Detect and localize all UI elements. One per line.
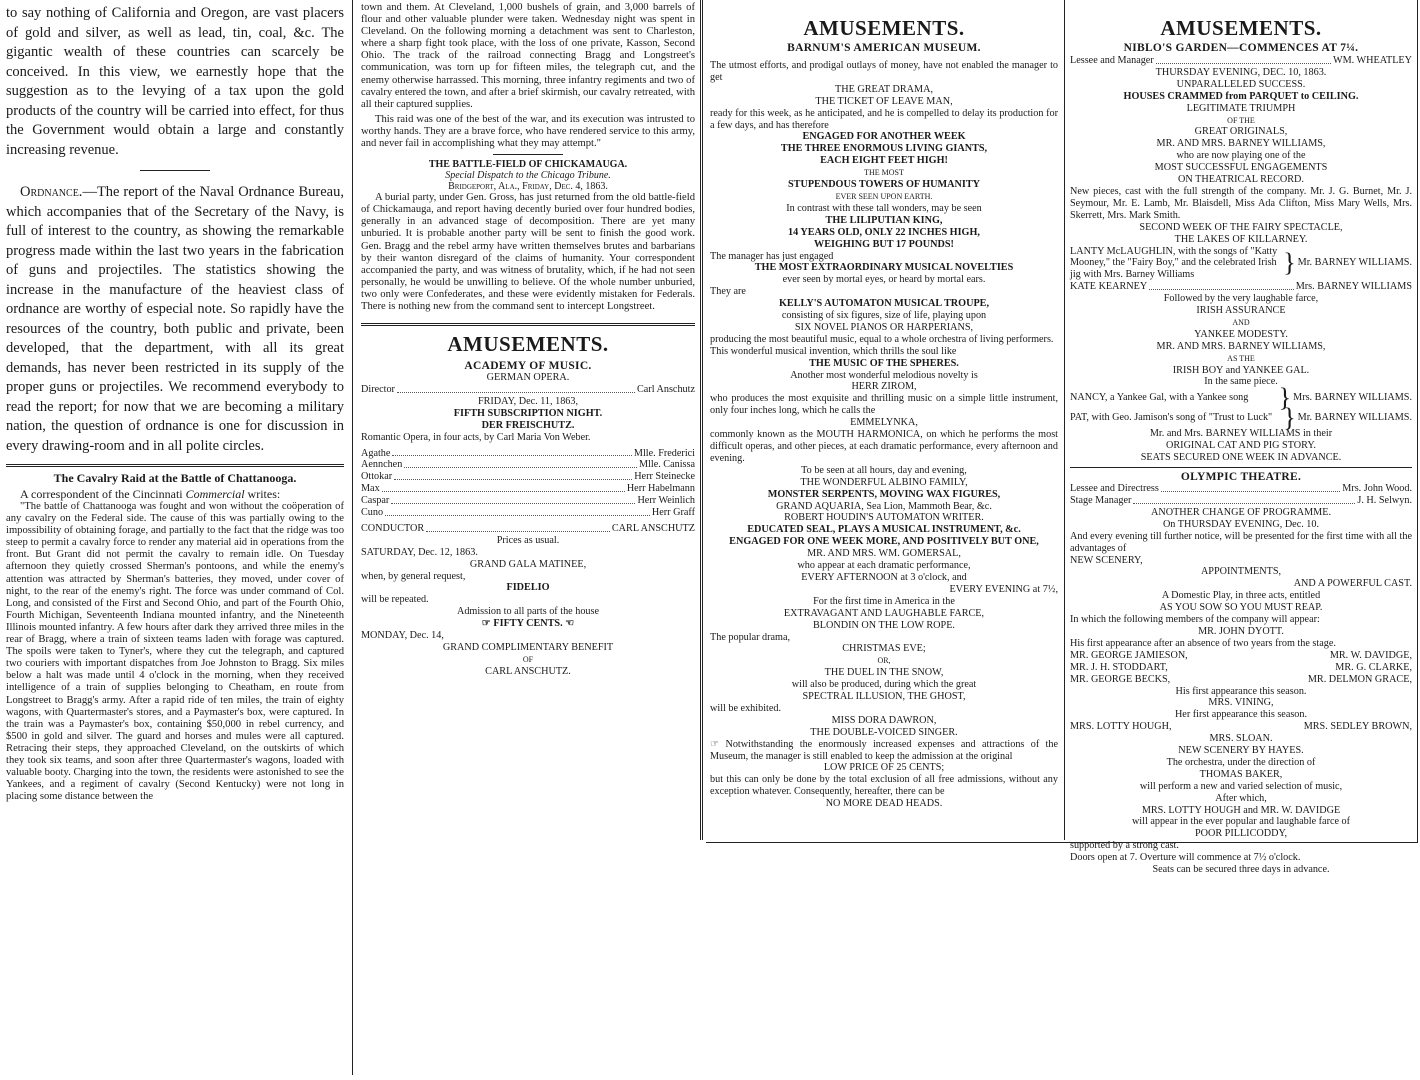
opera-description: Romantic Opera, in four acts, by Carl Maria Von Weber.	[361, 431, 591, 443]
barnum-title: BARNUM'S AMERICAN MUSEUM.	[787, 42, 981, 54]
cast-role: Aennchen	[361, 459, 403, 471]
cast-list	[361, 448, 695, 519]
ad-line: EXTRAVAGANT AND LAUGHABLE FARCE,	[783, 607, 985, 619]
kate-line	[1070, 281, 1412, 293]
cast-pair-right: MR. DELMON GRACE,	[1307, 673, 1412, 685]
ad-line: THE MOST EXTRAORDINARY MUSICAL NOVELTIES	[754, 262, 1014, 274]
battlefield-subhead: Special Dispatch to the Chicago Tribune.	[445, 170, 611, 182]
ad-line: To be seen at all hours, day and evening,	[801, 464, 967, 476]
benefit-name: CARL ANSCHUTZ.	[485, 665, 571, 677]
german-opera: GERMAN OPERA.	[486, 372, 570, 384]
ad-line: EDUCATED SEAL, PLAYS A MUSICAL INSTRUMENT, &c.	[747, 524, 1021, 536]
cast-row	[361, 448, 695, 460]
ad-line: but this can only be done by the total exclusion of all free admissions, without any exception whatever. Consequently, hereafter, there can be	[710, 774, 1058, 798]
ad-line: MISS DORA DAWRON,	[831, 714, 937, 726]
ad-line: LEGITIMATE TRIUMPH	[1186, 102, 1296, 114]
ad-line: THE GREAT DRAMA,	[834, 83, 933, 95]
ad-line: THE DUEL IN THE SNOW,	[824, 667, 944, 679]
niblo-lessee-label: Lessee and Manager	[1070, 55, 1154, 66]
fifty-cents: ☞ FIFTY CENTS. ☜	[481, 618, 575, 630]
ad-line: APPOINTMENTS,	[1200, 566, 1282, 578]
ad-line: SECOND WEEK OF THE FAIRY SPECTACLE,	[1139, 221, 1343, 233]
gala-matinee: GRAND GALA MATINEE,	[469, 558, 587, 570]
ad-line: ON THEATRICAL RECORD.	[1178, 174, 1304, 186]
ad-line: On THURSDAY EVENING, Dec. 10.	[1162, 518, 1320, 530]
ad-line: GRAND AQUARIA, Sea Lion, Mammoth Bear, &c.	[776, 500, 992, 512]
cast-pairs	[1070, 650, 1412, 686]
pair2-left: MRS. LOTTY HOUGH,	[1070, 721, 1172, 733]
kate-role: KATE KEARNEY	[1070, 281, 1148, 293]
ad-line: Another most wonderful melodious novelty is	[790, 369, 978, 381]
battlefield-dateline: Bridgeport, Ala., Friday, Dec. 4, 1863.	[448, 181, 608, 193]
ad-line: Seats can be secured three days in advance.	[1152, 864, 1330, 876]
ad-line: will be exhibited.	[710, 702, 782, 714]
cast-row	[361, 459, 695, 471]
ad-line: THOMAS BAKER,	[1199, 768, 1283, 780]
director-line	[361, 384, 695, 396]
ad-line: THE DOUBLE-VOICED SINGER.	[810, 726, 958, 738]
column-rule-2	[700, 0, 703, 840]
opera-title: DER FREISCHUTZ.	[481, 419, 575, 431]
lanty-line: LANTY McLAUGHLIN, with the songs of "Katty Mooney," the "Fairy Boy," and the celebrated Irish jig with Mrs. Barney Williams } Mr. BARNEY WILLIAMS.	[1070, 245, 1412, 281]
cavalry-continued-2: This raid was one of the best of the war, and its execution was intrusted to worthy hands. They are a brave force, who have rendered service to this army, and never fail in accomplishing what they may attempt."	[361, 113, 695, 150]
ad-line: MONSTER SERPENTS, MOVING WAX FIGURES,	[767, 488, 1001, 500]
ad-line: AS YOU SOW SO YOU MUST REAP.	[1159, 602, 1323, 614]
pat-actor: Mr. BARNEY WILLIAMS.	[1297, 412, 1412, 424]
general-request: when, by general request,	[361, 570, 466, 582]
ad-line: ENGAGED FOR ONE WEEK MORE, AND POSITIVELY BUT ONE,	[729, 536, 1039, 548]
ad-line: After which,	[1215, 792, 1267, 804]
olympic-title: OLYMPIC THEATRE.	[1180, 471, 1302, 484]
pat-role: PAT, with Geo. Jamison's song of "Trust to Luck"	[1070, 412, 1273, 424]
ad-line: EVERY AFTERNOON at 3 o'clock, and	[801, 571, 967, 583]
admission: Admission to all parts of the house	[456, 606, 600, 618]
ad-line: STUPENDOUS TOWERS OF HUMANITY	[788, 179, 980, 191]
ordnance-lead: Ordnance.	[20, 184, 83, 200]
ad-line: MR. AND MRS. BARNEY WILLIAMS,	[1156, 138, 1326, 150]
ad-line: commonly known as the MOUTH HARMONICA, on which he performs the most difficult operas, and other pieces, at each dramatic performance, every afternoon and evening.	[710, 429, 1058, 464]
ad-line: GREAT ORIGINALS,	[1194, 126, 1288, 138]
kate-actor: Mrs. BARNEY WILLIAMS	[1295, 281, 1412, 293]
ad-line: And every evening till further notice, will be presented for the first time with all the advantages of	[1070, 530, 1412, 554]
ad-line: NO MORE DEAD HEADS.	[825, 798, 943, 810]
ad-line: MRS. SLOAN.	[1209, 733, 1273, 745]
cast-singer: Herr Graff	[651, 507, 695, 519]
ad-line: producing the most beautiful music, equal to a whole orchestra of living performers.	[710, 333, 1054, 345]
ad-line: ever seen by mortal eyes, or heard by mortal ears.	[782, 274, 986, 286]
ad-line: who produces the most exquisite and thrilling music on a simple little instrument, only four inches long, which he calls the	[710, 393, 1058, 417]
ad-line: ANOTHER CHANGE OF PROGRAMME.	[1151, 506, 1331, 518]
niblo-lessee-name: WM. WHEATLEY	[1332, 55, 1412, 66]
conductor-line	[361, 523, 695, 535]
niblo-lessee-line	[1070, 55, 1412, 67]
stage-manager-line	[1070, 495, 1412, 507]
amusements-heading-1: AMUSEMENTS.	[447, 332, 609, 357]
ad-line: THE MOST	[864, 168, 904, 178]
friday-date: FRIDAY, Dec. 11, 1863,	[477, 395, 579, 407]
stage-manager-label: Stage Manager	[1070, 495, 1132, 506]
cast-singer: Herr Weinlich	[637, 495, 695, 507]
ad-line: NEW SCENERY,	[1070, 554, 1143, 566]
lanty-role: LANTY McLAUGHLIN, with the songs of "Katty Mooney," the "Fairy Boy," and the celebrated Irish jig with Mrs. Barney Williams	[1070, 245, 1278, 281]
ad-line: Followed by the very laughable farce,	[1163, 293, 1319, 305]
cast-role: Max	[361, 483, 380, 495]
pair2-right: MRS. SEDLEY BROWN,	[1303, 721, 1412, 733]
ad-line: THE MUSIC OF THE SPHERES.	[809, 357, 959, 369]
cavalry-intro	[6, 487, 344, 501]
ad-line: THE LILIPUTIAN KING,	[825, 214, 943, 226]
ad-line: OR,	[877, 656, 891, 666]
ad-line: MR. JOHN DYOTT.	[1198, 625, 1284, 637]
benefit-of: OF	[522, 654, 534, 664]
ad-line: MRS. VINING,	[1208, 697, 1274, 709]
ad-line: The manager has just engaged	[710, 250, 834, 262]
cavalry-intro-paper: Commercial	[185, 487, 245, 501]
ad-line: CHRISTMAS EVE;	[842, 643, 926, 655]
divider	[140, 170, 210, 171]
cavalry-intro-b: writes:	[247, 487, 281, 501]
nancy-actor: Mrs. BARNEY WILLIAMS.	[1293, 392, 1412, 404]
cast-pair-left: MR. GEORGE JAMIESON,	[1070, 649, 1188, 661]
ordnance-text: —The report of the Naval Ordnance Bureau, which accompanies that of the Secretary of the Navy, is full of interest to the country, as showing the remarkable progress made within the last two years in the fabrication of guns and projectiles. The statistics showing the increase in the manufacture of the heaviest class of ordnance are worthy of especial note. So rapidly have the resources of the country, both public and private, been developed, that the department, with all its great demands, has never been restricted in its supply of the proper guns or projectiles. We recommend everybody to read the report; for now that we are becoming a military nation, the question of ordnance is one for discussion in every drawing-room and in all polite circles.	[6, 184, 344, 454]
ad-line: LOW PRICE OF 25 CENTS;	[823, 762, 945, 774]
cast-row	[361, 507, 695, 519]
ad-line: They are	[710, 286, 746, 298]
ad-line: Her first appearance this season.	[1174, 709, 1308, 721]
niblo-title: NIBLO'S GARDEN—COMMENCES AT 7¼.	[1123, 42, 1359, 54]
cast-row	[361, 495, 695, 507]
ad-line: ☞ Notwithstanding the enormously increased expenses and attractions of the Museum, the manager is still enabled to keep the admission at the original	[710, 738, 1058, 762]
cast-role: Cuno	[361, 507, 384, 519]
niblo-lines-a	[1070, 67, 1412, 246]
olympic-lessee-label: Lessee and Directress	[1070, 483, 1159, 495]
column-1	[6, 0, 344, 1078]
ad-line: In which the following members of the company will appear:	[1070, 614, 1320, 626]
ad-line: UNPARALLELED SUCCESS.	[1176, 78, 1306, 90]
ad-line: will appear in the ever popular and laughable farce of	[1131, 816, 1351, 828]
fifth-night: FIFTH SUBSCRIPTION NIGHT.	[453, 407, 603, 419]
ad-line: NEW SCENERY BY HAYES.	[1178, 745, 1304, 757]
cast-pair-row	[1070, 650, 1412, 662]
ad-line: EVERY EVENING at 7½,	[949, 583, 1058, 595]
ad-line: EVER SEEN UPON EARTH.	[835, 191, 933, 201]
olympic-lines-e	[1070, 686, 1412, 722]
ad-line: POOR PILLICODDY,	[1194, 828, 1288, 840]
ad-line: SIX NOVEL PIANOS OR HARPERIANS,	[794, 321, 974, 333]
cavalry-headline: The Cavalry Raid at the Battle of Chattanooga.	[53, 471, 297, 485]
ad-line: SEATS SECURED ONE WEEK IN ADVANCE.	[1140, 452, 1342, 464]
ad-line: ROBERT HOUDIN'S AUTOMATON WRITER.	[784, 512, 984, 524]
column-4	[1070, 0, 1412, 876]
ad-line: MR. AND MRS. WM. GOMERSAL,	[807, 548, 961, 560]
cast-role: Caspar	[361, 495, 390, 507]
ad-line: His first appearance after an absence of two years from the stage.	[1070, 637, 1336, 649]
cast-singer: Mlle. Frederici	[633, 447, 695, 459]
ad-line: will also be produced, during which the great	[791, 679, 977, 691]
conductor-label: CONDUCTOR	[361, 522, 425, 534]
cast-role: Ottokar	[361, 471, 393, 483]
page-edge-rule-right	[1417, 0, 1418, 842]
director-name: Carl Anschutz	[636, 383, 695, 395]
conductor-name: CARL ANSCHUTZ	[611, 522, 695, 534]
ad-line: will perform a new and varied selection of music,	[1139, 780, 1343, 792]
lanty-actor: Mr. BARNEY WILLIAMS.	[1297, 257, 1412, 269]
column-2	[361, 0, 695, 1078]
fifty-cents-text: FIFTY CENTS.	[493, 618, 563, 630]
pat-line: PAT, with Geo. Jamison's song of "Trust to Luck" } Mr. BARNEY WILLIAMS.	[1070, 403, 1412, 433]
niblo-lines-b	[1070, 293, 1412, 388]
ad-line: THE TICKET OF LEAVE MAN,	[815, 95, 953, 107]
ad-line: EMMELYNKA,	[850, 417, 918, 429]
ad-line: In contrast with these tall wonders, may be seen	[786, 202, 982, 214]
director-label: Director	[361, 383, 395, 395]
ad-line: BLONDIN ON THE LOW ROPE.	[813, 619, 955, 631]
ad-line: HERR ZIROM,	[851, 381, 917, 393]
amusements-heading-3: AMUSEMENTS.	[1160, 16, 1322, 40]
ad-line: AND	[1232, 317, 1250, 327]
ad-line: In the same piece.	[1204, 376, 1278, 388]
ad-line: For the first time in America in the	[813, 595, 955, 607]
cast-pair-left: MR. GEORGE BECKS,	[1070, 673, 1171, 685]
cast-pair-row	[1070, 662, 1412, 674]
cast-pair-row	[1070, 674, 1412, 686]
ad-line: THE THREE ENORMOUS LIVING GIANTS,	[780, 143, 988, 155]
ad-line: MR. AND MRS. BARNEY WILLIAMS,	[1156, 340, 1326, 352]
cast-singer: Herr Habelmann	[626, 483, 695, 495]
ad-line: supported by a strong cast.	[1070, 840, 1179, 852]
ad-line: consisting of six figures, size of life, playing upon	[781, 310, 987, 322]
saturday-date: SATURDAY, Dec. 12, 1863.	[361, 546, 478, 558]
academy-ad	[361, 323, 695, 678]
benefit: GRAND COMPLIMENTARY BENEFIT	[442, 642, 614, 653]
pair2-line	[1070, 721, 1412, 733]
column-rule-1	[352, 0, 353, 1075]
prices: Prices as usual.	[496, 534, 560, 546]
monday-date: MONDAY, Dec. 14,	[361, 630, 444, 642]
battlefield-body: A burial party, under Gen. Gross, has just returned from the old battle-field of Chickamauga, and report having decently buried over four hundred bodies, generally in an advanced stage of decomposition. There are yet many unburied. It is probable another party will be sent to finish the good work. Gen. Bragg and the rebel army have written themselves brutes and barbarians by their wanton disregard of the claims of humanity. Your correspondent accompanied the party, and was witness of brutality, which, if he had not seen personally, he would be unwilling to believe. Of the whole number unburied, two only were Confederates, and these were evidently mistaken for Federals. There is nothing new from the command sent to intercept Longstreet.	[361, 192, 695, 312]
ad-line: This wonderful musical invention, which thrills the soul like	[710, 345, 957, 357]
tax-paragraph: to say nothing of California and Oregon, are vast placers of gold and silver, as well as lead, tin, coal, &c. The gigantic wealth of these countries can scarcely be conceived. In this view, we earnestly hope that the suggestion as to the levying of a tax upon the gold products of the country will be carried into effect, for thus the Government would obtain a large and constantly increasing revenue.	[6, 5, 344, 158]
barnum-ad	[710, 60, 1058, 810]
column-3	[710, 0, 1058, 842]
stage-manager-name: J. H. Selwyn.	[1357, 495, 1412, 506]
ordnance-paragraph	[6, 183, 344, 456]
ad-line: THE LAKES OF KILLARNEY.	[1174, 233, 1308, 245]
cavalry-continued: town and them. At Cleveland, 1,000 bushels of grain, and 3,000 barrels of flour and other valuable plunder were taken. Wednesday night was spent in Cleveland. On the following morning a detachment was sent to Charleston, where a sharp fight took place, with the loss of one private, Kasson, Second Ohio. The track of the railroad connecting Bragg and Longstreet's communication, was torn up for fifteen miles, the telegraph cut, and the enemy otherwise harrassed. This morning, three infantry regiments and two of cavalry entered the town, and after a brief skirmish, our cavalry retreated, with all their captured supplies.	[361, 2, 695, 110]
ad-line: who appear at each dramatic performance,	[797, 560, 971, 572]
academy-title: ACADEMY OF MUSIC.	[464, 360, 592, 373]
cast-singer: Mlle. Canissa	[638, 459, 695, 471]
ad-line: 14 YEARS OLD, ONLY 22 INCHES HIGH,	[788, 226, 980, 238]
nancy-line: NANCY, a Yankee Gal, with a Yankee song } Mrs. BARNEY WILLIAMS.	[1070, 383, 1412, 413]
ad-line: THURSDAY EVENING, DEC. 10, 1863.	[1155, 66, 1327, 78]
cast-pair-right: MR. G. CLARKE,	[1335, 661, 1412, 673]
ad-line: HOUSES CRAMMED from PARQUET to CEILING.	[1123, 90, 1359, 102]
nancy-role: NANCY, a Yankee Gal, with a Yankee song	[1070, 392, 1249, 404]
fidelio: FIDELIO	[506, 582, 550, 594]
ad-line: AND A POWERFUL CAST.	[1293, 578, 1412, 590]
ad-line: MRS. LOTTY HOUGH and MR. W. DAVIDGE	[1141, 804, 1341, 816]
ad-line: ENGAGED FOR ANOTHER WEEK	[802, 131, 966, 143]
divider	[493, 154, 563, 155]
ad-line: The utmost efforts, and prodigal outlays of money, have not enabled the manager to get	[710, 60, 1058, 83]
ad-line: The orchestra, under the direction of	[1166, 756, 1316, 768]
ad-line: His first appearance this season.	[1175, 685, 1307, 697]
cavalry-intro-a: A correspondent of the Cincinnati	[20, 487, 183, 501]
cast-pair-right: MR. W. DAVIDGE,	[1329, 649, 1412, 661]
ad-line: AS THE	[1227, 353, 1255, 363]
divider	[1070, 467, 1412, 468]
ad-line: Mr. and Mrs. BARNEY WILLIAMS in their	[1149, 428, 1333, 440]
ad-line: The popular drama,	[710, 631, 791, 643]
cavalry-body: "The battle of Chattanooga was fought and won without the coöperation of any cavalry on the Federal side. The cause of this was partially owing to the impossibility of obtaining forage, and partially to the fact that the ridge was too steep to permit a cavalry force to render any material aid in operations from the front. But Grant did not permit the cavalry to remain idle. On Tuesday afternoon they quietly crossed Sherman's pontoons, and while the enemy's attention was attracted by Sherman's batteries, they moved, under cover of night, to the rear of the enemy's right. The force was under command of Col. Long, and consisted of the First and Second Ohio, and part of the Fourth Ohio, Fourth Michigan, Seventeenth Indiana mounted infantry, and the Nineteenth Illinois mounted infantry. A few hours after dark they arrived three miles in the rear of Bragg, where a train of sixteen teams laden with forage was captured. The spoils were taken to Tyner's, where they cut the telegraph, and captured two couriers with important dispatches from Joe Johnston to Bragg. Six miles below a halt was made until 4 o'clock in the morning, when they received intelligence of a train of supplies belonging to Cheatham, en route from Longstreet to Bragg's army. After a rapid ride of ten miles, the train of eighty wagons, with Quartermaster's stores, and a Paymaster's box, were captured. In the train was a Paymaster's box, containing $50,000 in rebel currency, and $500 in gold and silver. The guard and horses and mules were all captured. Retracing their steps, they approached Cleveland, on the outskirts of which they took six teams, and soon after three Quartermaster's wagons, loaded with valuable booty. Charging into the town, the residents were astonished to see the Yankees, and a regiment of cavalry (Second Kentucky) were not long in placing some distance between the	[6, 501, 344, 803]
olympic-lessee-line	[1070, 483, 1412, 495]
column-rule-3	[1064, 0, 1065, 840]
cast-pair-left: MR. J. H. STODDART,	[1070, 661, 1168, 673]
ad-line: EACH EIGHT FEET HIGH!	[820, 155, 948, 167]
amusements-heading-2: AMUSEMENTS.	[803, 16, 965, 40]
ad-line: ORIGINAL CAT AND PIG STORY.	[1166, 440, 1316, 452]
ad-line: who are now playing one of the	[1176, 150, 1306, 162]
ad-line: ready for this week, as he anticipated, and he is compelled to delay its production for a few days, and has therefore	[710, 107, 1058, 131]
ad-line: THE WONDERFUL ALBINO FAMILY,	[800, 476, 968, 488]
ad-line: SPECTRAL ILLUSION, THE GHOST,	[802, 691, 966, 703]
ad-line: MOST SUCCESSFUL ENGAGEMENTS	[1154, 162, 1328, 174]
cast-role: Agathe	[361, 447, 391, 459]
cast-row	[361, 471, 695, 483]
battlefield-headline: THE BATTLE-FIELD OF CHICKAMAUGA.	[428, 159, 628, 171]
ad-line: OF THE	[1227, 115, 1255, 125]
cast-row	[361, 483, 695, 495]
ad-line: YANKEE MODESTY.	[1194, 328, 1288, 340]
cast-singer: Herr Steinecke	[634, 471, 695, 483]
ad-line: Doors open at 7. Overture will commence at 7½ o'clock.	[1070, 852, 1301, 864]
ad-line: IRISH ASSURANCE	[1196, 305, 1286, 317]
ad-line: KELLY'S AUTOMATON MUSICAL TROUPE,	[778, 298, 990, 310]
olympic-lessee-name: Mrs. John Wood.	[1342, 483, 1412, 495]
olympic-lines-d	[1070, 507, 1412, 650]
olympic-lines-f	[1070, 733, 1412, 876]
section-rule	[6, 464, 344, 467]
niblo-lines-c	[1070, 428, 1412, 464]
ad-line: WEIGHING BUT 17 POUNDS!	[814, 238, 954, 250]
ad-line: IRISH BOY and YANKEE GAL.	[1172, 364, 1310, 376]
ad-line: A Domestic Play, in three acts, entitled	[1161, 590, 1321, 602]
ad-line: New pieces, cast with the full strength of the company. Mr. J. G. Burnet, Mr. J. Seymour, Mr. E. Lamb, Mr. Blaisdell, Miss Ada Clifton, Miss Mary Wells, Mrs. Skerrett, Mrs. Mark Smith.	[1070, 185, 1412, 221]
repeated: will be repeated.	[361, 594, 429, 606]
